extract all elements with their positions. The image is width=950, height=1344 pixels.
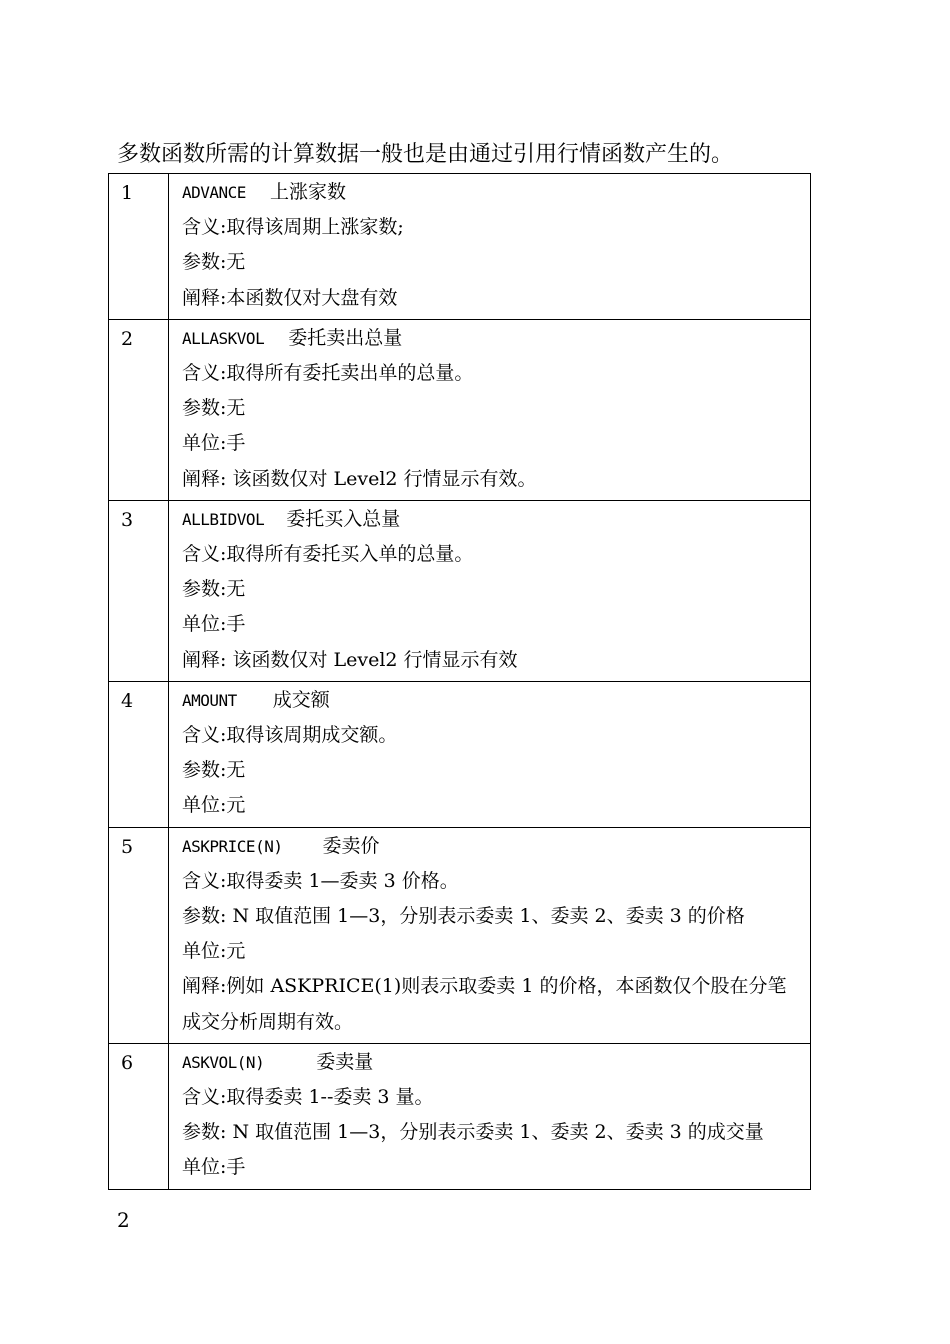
row-number: 3 (109, 500, 169, 681)
function-description (169, 319, 811, 500)
function-description (169, 1043, 811, 1189)
meaning-line: 含义:取得该周期成交额。 (182, 724, 398, 747)
table-row (109, 319, 811, 500)
row-number: 6 (109, 1043, 169, 1189)
parameter-line: 参数:无 (182, 397, 246, 420)
row-number: 4 (109, 681, 169, 827)
note-line: 阐释: 该函数仅对 Level2 行情显示有效。 (182, 467, 537, 490)
meaning-line: 含义:取得委卖 1--委卖 3 量。 (182, 1086, 434, 1109)
meaning-line: 含义:取得该周期上涨家数; (182, 216, 404, 239)
function-description (169, 500, 811, 681)
note-line: 阐释:本函数仅对大盘有效 (182, 286, 398, 309)
function-code: AMOUNT (182, 690, 237, 710)
function-description (169, 827, 811, 1043)
function-name: 上涨家数 (269, 181, 346, 203)
meaning-line: 含义:取得所有委托买入单的总量。 (182, 543, 474, 566)
function-code: ALLBIDVOL (182, 509, 265, 529)
function-name: 委托买入总量 (286, 507, 401, 530)
parameter-line: 参数: N 取值范围 1—3，分别表示委卖 1、委卖 2、委卖 3 的成交量 (182, 1121, 764, 1144)
function-heading (182, 502, 802, 537)
parameter-line: 参数:无 (182, 251, 246, 274)
function-name: 委卖价 (322, 834, 380, 857)
function-heading (182, 683, 802, 718)
parameter-line: 参数:无 (182, 578, 246, 601)
function-name: 委托卖出总量 (288, 326, 403, 349)
unit-line: 单位:元 (182, 940, 246, 963)
row-number: 5 (109, 827, 169, 1043)
table-row (109, 174, 811, 320)
function-description (169, 681, 811, 827)
unit-line: 单位:手 (182, 1156, 246, 1179)
intro-paragraph: 多数函数所需的计算数据一般也是由通过引用行情函数产生的。 (117, 142, 734, 167)
table-row (109, 500, 811, 681)
function-heading (182, 175, 802, 210)
unit-line: 单位:元 (182, 794, 246, 817)
function-code: ALLASKVOL (182, 328, 265, 348)
function-table (108, 173, 811, 1190)
table-row (109, 1043, 811, 1189)
function-heading (182, 829, 802, 864)
unit-line: 单位:手 (182, 613, 246, 636)
function-code: ASKVOL(N) (182, 1052, 265, 1072)
row-number: 2 (109, 319, 169, 500)
table-row (109, 681, 811, 827)
page-number: 2 (117, 1208, 130, 1232)
note-line: 阐释:例如 ASKPRICE(1)则表示取委卖 1 的价格，本函数仅个股在分笔成交分析周期有效。 (182, 975, 787, 1033)
function-name: 成交额 (272, 688, 330, 711)
function-code: ADVANCE (182, 183, 246, 202)
function-description (169, 174, 811, 320)
function-code: ASKPRICE(N) (182, 836, 283, 856)
meaning-line: 含义:取得委卖 1—委卖 3 价格。 (182, 869, 459, 892)
meaning-line: 含义:取得所有委托卖出单的总量。 (182, 362, 474, 385)
parameter-line: 参数:无 (182, 759, 246, 782)
unit-line: 单位:手 (182, 432, 246, 455)
parameter-line: 参数: N 取值范围 1—3，分别表示委卖 1、委卖 2、委卖 3 的价格 (182, 905, 745, 928)
function-name: 委卖量 (316, 1050, 374, 1073)
function-heading (182, 1045, 802, 1080)
function-heading (182, 321, 802, 356)
table-row (109, 827, 811, 1043)
row-number: 1 (109, 174, 169, 320)
note-line: 阐释: 该函数仅对 Level2 行情显示有效 (182, 648, 518, 671)
